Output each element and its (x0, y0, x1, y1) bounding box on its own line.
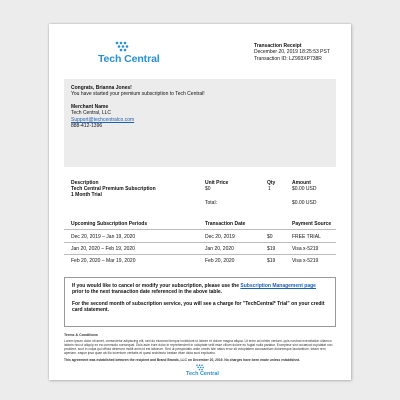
transaction-id: Transaction ID: LZ993XP738R (254, 55, 322, 62)
greeting: Congrats, Brianna Jones! (71, 85, 132, 91)
table-row-date: Feb 20, 2020 (205, 258, 235, 264)
table-row-date: Dec 20, 2019 (205, 234, 235, 240)
support-email-link[interactable]: Support@techcentralco.com (71, 116, 135, 123)
subscription-management-link[interactable]: Subscription Management page (240, 283, 316, 289)
terms-title: Terms & Conditions (64, 333, 98, 337)
merchant-phone: 888-412-1396 (71, 123, 103, 130)
terms-section (64, 333, 336, 363)
item-unit-price: $0 (205, 186, 211, 192)
col-transaction-date-header: Transaction Date (205, 221, 246, 227)
receipt-date: December 20, 2019 18:25:53 PST (254, 49, 330, 56)
merchant-name: Tech Central, LLC (71, 110, 112, 117)
brand-name: Tech Central (98, 53, 160, 65)
divider (64, 229, 336, 230)
col-payment-source-header: Payment Source (292, 221, 332, 227)
table-row-source: FREE TRIAL (292, 234, 321, 240)
terms-body: Lorem ipsum dolor sit amet, consectetur adipiscing elit, sed do eiusmod tempor incididunt ut labore et dolore magna aliqua. Ut enim ad minim veniam, quis nostrud exercitation ullamco laboris nisi ut aliquip ex ea commodo consequat. Duis aute irure dolor in reprehenderit in voluptate velit esse cillum dolore eu fugiat nulla pariatur. Excepteur sint occaecat cupidatat non proident, sunt in culpa qui officia deserunt mollit anim id est laborum. Sed ut perspiciatis unde omnis iste natus error sit voluptatem accusantium doloremque laudantium, totam rem aperiam, eaque ipsa quae ab illo inventore veritatis et quasi architecto beatae vitae dicta sunt explicabo. (64, 339, 333, 356)
notice-text: If you would like to cancel or modify your subscription, please use the (72, 283, 241, 289)
merchant-label: Merchant Name (71, 103, 109, 110)
charge-notice: For the second month of subscription service, you will see a charge for "TechCentral* Trial" on your credit card statement. (72, 300, 325, 314)
receipt-meta (254, 43, 330, 62)
item-name: Tech Central Premium Subscription (71, 186, 156, 192)
receipt-title: Transaction Receipt (254, 43, 302, 49)
logo-dots-icon (186, 364, 216, 371)
divider (64, 242, 336, 243)
col-period-header: Upcoming Subscription Periods (71, 221, 148, 227)
col-qty-header: Qty (267, 180, 276, 186)
terms-agreement: This agreement was established between the recipient and Brand Brands, LLC on December 20, 2019. No charges have been made unless established. (64, 358, 301, 363)
item-term: 1 Month Trial (71, 192, 102, 198)
notice-text-continued: prior to the next transaction date referenced in the above table. (72, 289, 223, 296)
footer-logo (186, 364, 219, 380)
item-amount: $0.00 USD (292, 186, 317, 192)
table-row-amount: $0 (267, 234, 273, 240)
table-row-date: Jan 20, 2020 (205, 246, 234, 252)
tech-central-logo (97, 41, 160, 71)
total-amount: $0.00 USD (292, 200, 317, 206)
table-row-amount: $19 (267, 258, 276, 264)
table-row-source: Visa x-5219 (292, 246, 319, 252)
col-unit-price-header: Unit Price (205, 180, 229, 186)
total-label: Total: (205, 200, 217, 206)
table-row-amount: $19 (267, 246, 276, 252)
intro-panel (64, 79, 336, 167)
table-row-period: Feb 20, 2020 – Mar 19, 2020 (71, 258, 136, 264)
subscription-notice (64, 277, 336, 327)
intro-message: You have started your premium subscription to Tech Central! (71, 91, 205, 98)
col-description-header: Description (71, 180, 99, 186)
item-qty: 1 (268, 186, 271, 192)
table-row-source: Visa x-5219 (292, 258, 319, 264)
table-row-period: Dec 20, 2019 – Jan 19, 2020 (71, 234, 136, 240)
col-amount-header: Amount (292, 180, 311, 186)
footer-brand-name: Tech Central (186, 371, 219, 377)
logo-dots-icon (97, 41, 149, 53)
receipt-document (49, 24, 351, 380)
table-row-period: Jan 20, 2020 – Feb 19, 2020 (71, 246, 135, 252)
divider (64, 254, 336, 255)
